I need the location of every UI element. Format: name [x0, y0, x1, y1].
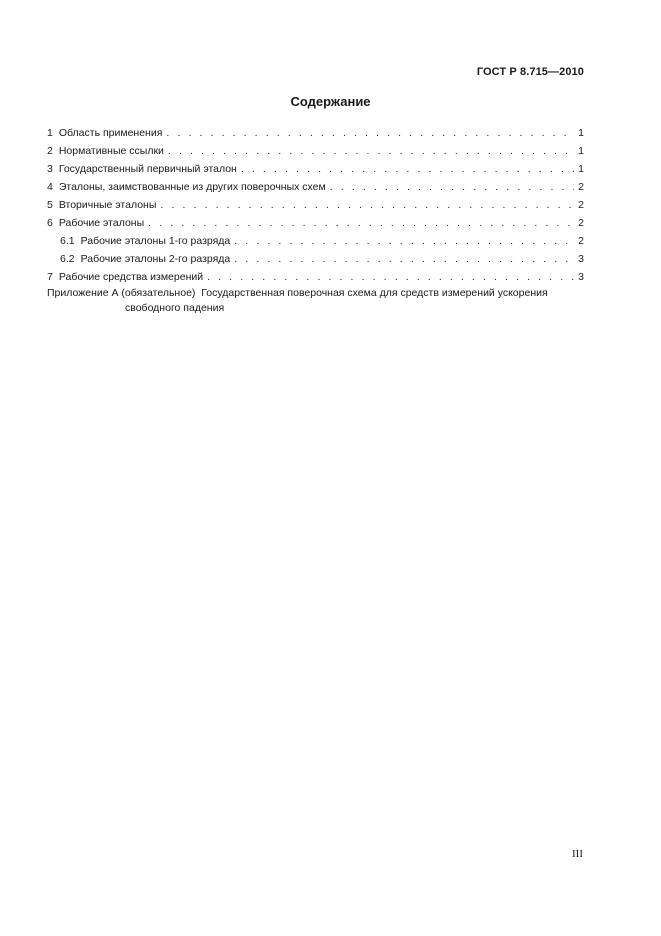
- toc-entry-number: 6.1: [60, 235, 75, 247]
- toc-entry-number: 2: [47, 145, 53, 157]
- toc-entry-number: 7: [47, 271, 53, 283]
- toc-leader-dots: [207, 268, 574, 286]
- toc-entry-label: Государственный первичный эталон: [58, 163, 237, 175]
- toc-entry-number: 4: [47, 181, 53, 193]
- toc-entry-label: Рабочие средства измерений: [58, 271, 204, 283]
- appendix-title-line-2: свободного падения: [125, 302, 225, 314]
- toc-entry-page: 2: [578, 217, 584, 229]
- toc-entry-number: 1: [47, 127, 53, 139]
- appendix-title-line-1: Государственная поверочная схема для средств измерений ускорения: [201, 287, 548, 299]
- toc-leader-dots: [234, 232, 574, 250]
- toc-entry-page: 1: [578, 127, 584, 139]
- toc-leader-dots: [148, 214, 574, 232]
- toc-leader-dots: [234, 250, 574, 268]
- toc-entry-number: 6.2: [60, 253, 75, 265]
- appendix-prefix: Приложение А (обязательное): [47, 287, 196, 299]
- toc-leader-dots: [160, 196, 574, 214]
- toc-entry-page: 2: [578, 181, 584, 193]
- toc-entry-label: Область применения: [58, 127, 163, 139]
- toc-entry-label: Рабочие эталоны: [58, 217, 145, 229]
- toc-entry-page: 1: [578, 145, 584, 157]
- toc-entry-5[interactable]: [47, 196, 584, 214]
- toc-entry-page: 2: [578, 199, 584, 211]
- toc-leader-dots: [168, 142, 574, 160]
- document-code: ГОСТ Р 8.715—2010: [476, 66, 584, 78]
- toc-leader-dots: [241, 160, 574, 178]
- toc-entry-number: 6: [47, 217, 53, 229]
- toc-entry-appendix-a[interactable]: [47, 286, 584, 316]
- toc-leader-dots: [330, 178, 574, 196]
- toc-entry-page: 1: [578, 163, 584, 175]
- toc-entry-2[interactable]: [47, 142, 584, 160]
- toc-entry-page: 3: [578, 253, 584, 265]
- table-of-contents: [47, 124, 584, 316]
- toc-entry-label: Рабочие эталоны 1-го разряда: [80, 235, 231, 247]
- toc-leader-dots: [166, 124, 574, 142]
- toc-entry-7[interactable]: [47, 268, 584, 286]
- toc-entry-6[interactable]: [47, 214, 584, 232]
- toc-entry-6-2[interactable]: [47, 250, 584, 268]
- toc-entry-label: Рабочие эталоны 2-го разряда: [80, 253, 231, 265]
- toc-entry-label: Нормативные ссылки: [58, 145, 164, 157]
- toc-entry-1[interactable]: [47, 124, 584, 142]
- appendix-line-1: [47, 286, 584, 301]
- toc-entry-label: Вторичные эталоны: [58, 199, 157, 211]
- toc-entry-page: 3: [578, 271, 584, 283]
- toc-entry-6-1[interactable]: [47, 232, 584, 250]
- toc-entry-3[interactable]: [47, 160, 584, 178]
- toc-entry-number: 5: [47, 199, 53, 211]
- page-number: III: [572, 848, 583, 860]
- toc-title: Содержание: [290, 94, 371, 109]
- toc-entry-page: 2: [578, 235, 584, 247]
- toc-entry-number: 3: [47, 163, 53, 175]
- toc-entry-label: Эталоны, заимствованные из других поверочных схем: [58, 181, 326, 193]
- toc-entry-4[interactable]: [47, 178, 584, 196]
